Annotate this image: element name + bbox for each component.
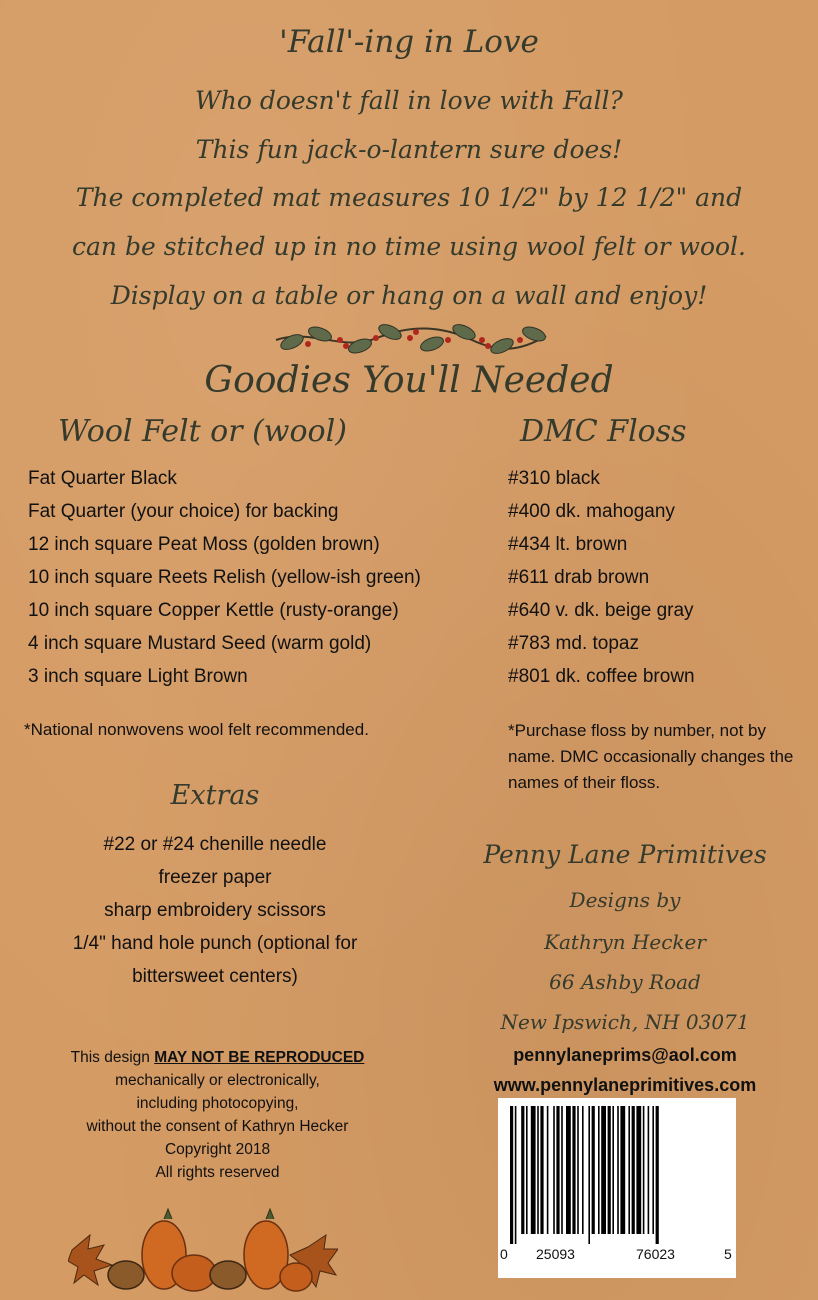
intro-line: The completed mat measures 10 1/2" by 12 1/2" and [75, 183, 743, 212]
list-item: bittersweet centers) [132, 966, 298, 987]
barcode-bar [588, 1106, 590, 1244]
copyright-notice [40, 1046, 395, 1184]
barcode-bar [521, 1106, 524, 1234]
barcode-bar [510, 1106, 513, 1244]
copyright-line: All rights reserved [155, 1164, 280, 1181]
barcode-bar [566, 1106, 571, 1234]
intro-line: Display on a table or hang on a wall and enjoy! [110, 281, 708, 310]
barcode-digit-group: 5 [724, 1246, 732, 1262]
barcode-digit-group: 25093 [536, 1246, 575, 1262]
list-item: #640 v. dk. beige gray [508, 600, 694, 621]
city-address: New Ipswich, NH 03071 [500, 1010, 750, 1034]
barcode-bar [540, 1106, 543, 1234]
designer-name: Kathryn Hecker [544, 930, 706, 954]
barcode-bar [531, 1106, 536, 1234]
barcode-digit-group: 76023 [636, 1246, 675, 1262]
pumpkins-and-leaves-illustration [68, 1205, 338, 1295]
floss-note: *Purchase floss by number, not by name. DMC occasionally changes the names of their floss. [508, 721, 794, 792]
wool-felt-heading: Wool Felt or (wool) [58, 414, 347, 449]
copyright-first-line [40, 1046, 395, 1069]
extras-list [40, 828, 390, 993]
list-item: #611 drab brown [508, 567, 650, 588]
barcode-bar [598, 1106, 600, 1234]
list-item: 10 inch square Copper Kettle (rusty-orange) [28, 600, 399, 621]
copyright-line: mechanically or electronically, [115, 1072, 320, 1089]
copyright-emphasis: MAY NOT BE REPRODUCED [154, 1049, 365, 1066]
list-item: Fat Quarter (your choice) for backing [28, 501, 339, 522]
goodies-heading: Goodies You'll Needed [204, 360, 614, 401]
list-item: 12 inch square Peat Moss (golden brown) [28, 534, 380, 555]
barcode-bar [608, 1106, 611, 1234]
list-item: 3 inch square Light Brown [28, 666, 248, 687]
barcode-bar [632, 1106, 635, 1234]
list-item: #400 dk. mahogany [508, 501, 675, 522]
barcode-digit-group: 0 [500, 1246, 508, 1262]
wool-felt-list [28, 465, 421, 696]
bittersweet-vine-divider [272, 318, 550, 358]
dmc-floss-heading: DMC Floss [520, 414, 687, 449]
street-address: 66 Ashby Road [549, 970, 701, 994]
barcode-bar [656, 1106, 659, 1244]
barcode-bar [643, 1106, 645, 1234]
upc-barcode [498, 1098, 736, 1278]
pattern-title: 'Fall'-ing in Love [279, 24, 539, 60]
intro-line: can be stitched up in no time using wool felt or wool. [72, 232, 746, 261]
barcode-bar [577, 1106, 579, 1234]
barcode-bar [572, 1106, 575, 1234]
barcode-bar [561, 1106, 563, 1234]
barcode-bar [553, 1106, 555, 1234]
list-item: 1/4" hand hole punch (optional for [72, 933, 358, 954]
barcode-bar [628, 1106, 630, 1234]
barcode-bar [617, 1106, 619, 1234]
publisher-name: Penny Lane Primitives [483, 840, 767, 869]
barcode-digits [498, 1246, 736, 1272]
designs-by-label: Designs by [569, 888, 681, 912]
barcode-bars [506, 1106, 728, 1244]
barcode-bar [556, 1106, 559, 1234]
list-item: 4 inch square Mustard Seed (warm gold) [28, 633, 372, 654]
barcode-bar [526, 1106, 528, 1234]
barcode-bar [515, 1106, 517, 1244]
wool-felt-note: *National nonwovens wool felt recommended. [24, 720, 369, 739]
list-item: sharp embroidery scissors [104, 900, 326, 921]
barcode-bar [537, 1106, 539, 1234]
copyright-line: Copyright 2018 [164, 1141, 271, 1158]
barcode-bar [547, 1106, 549, 1234]
email-address: pennylaneprims@aol.com [513, 1045, 737, 1065]
intro-line: Who doesn't fall in love with Fall? [195, 86, 623, 115]
barcode-bar [612, 1106, 614, 1234]
list-item: #434 lt. brown [508, 534, 628, 555]
barcode-bar [592, 1106, 595, 1234]
barcode-bar [648, 1106, 650, 1234]
list-item: freezer paper [158, 867, 272, 888]
copyright-line: without the consent of Kathryn Hecker [86, 1118, 349, 1135]
website-address: www.pennylaneprimitives.com [493, 1075, 757, 1095]
barcode-bar [582, 1106, 584, 1234]
barcode-bar [636, 1106, 641, 1234]
list-item: #22 or #24 chenille needle [103, 834, 327, 855]
extras-heading: Extras [170, 780, 260, 811]
list-item: 10 inch square Reets Relish (yellow-ish green) [28, 567, 421, 588]
list-item: Fat Quarter Black [28, 468, 177, 489]
list-item: #310 black [508, 468, 600, 489]
barcode-bar [620, 1106, 625, 1234]
dmc-floss-list [508, 465, 695, 696]
copyright-line: including photocopying, [136, 1095, 299, 1112]
barcode-bar [601, 1106, 606, 1234]
list-item: #801 dk. coffee brown [508, 666, 695, 687]
copyright-prefix: This design [70, 1049, 155, 1066]
intro-line: This fun jack-o-lantern sure does! [195, 135, 623, 164]
list-item: #783 md. topaz [508, 633, 639, 654]
barcode-bar [652, 1106, 654, 1234]
